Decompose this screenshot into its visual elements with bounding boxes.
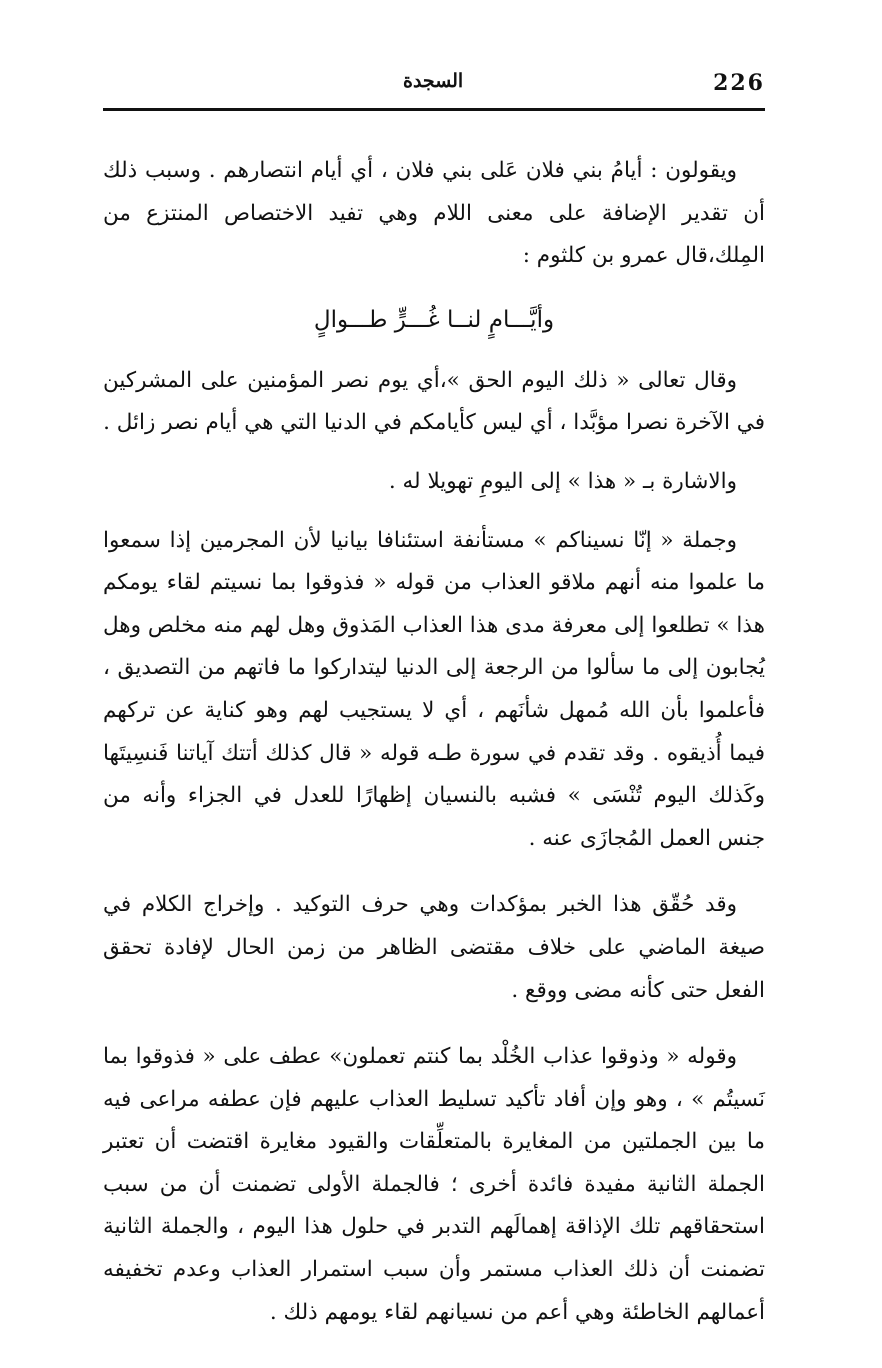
poetry-verse: وأيَّـــامٍ لنــا غُـــرٍّ طـــوالٍ — [313, 306, 555, 333]
paragraph-3: والاشارة بـ « هذا » إلى اليومِ تهويلا له . — [388, 468, 737, 494]
paragraph-1: ويقولون : أيامُ بني فلان عَلى بني فلان ، أي أيام انتصارهم . وسبب ذلك أن تقدير الإضافة على معنى اللام وهي تفيد الاختصاص المنتزع من المِلك،قال عمرو بن كلثوم : — [103, 158, 765, 269]
body-text — [103, 150, 765, 1334]
header-divider — [103, 108, 765, 111]
paragraph-6: وقوله « وذوقوا عذاب الخُلْد بما كنتم تعملون» عطف على « فذوقوا بما نَسيتُم » ، وهو وإن أفاد تأكيد تسليط العذاب عليهم فإن عطفه مراعى فيه ما بين الجملتين من المغايرة بالمتعلِّقات والقيود مغايرة اقتضت أن تعتبر الجملة الثانية مفيدة فائدة أخرى ؛ فالجملة الأولى تضمنت أن من سبب استحقاقهم تلك الإذاقة إهمالَهم التدبر في حلول هذا اليوم ، والجملة الثانية تضمنت أن ذلك العذاب مستمر وأن سبب استمرار العذاب وعدم تخفيفه أعمالهم الخاطئة وهي أعم من نسيانهم لقاء يومهم ذلك . — [103, 1044, 765, 1325]
paragraph-2: وقال تعالى « ذلك اليوم الحق »،أي يوم نصر المؤمنين على المشركين في الآخرة نصرا مؤبَّدا ، أي ليس كأيامكم في الدنيا التي هي أيام نصر زائل . — [103, 367, 765, 436]
page-number: 226 — [713, 70, 765, 96]
page-header — [103, 68, 765, 104]
running-title: السجدة — [403, 70, 464, 92]
paragraph-5: وقد حُقّق هذا الخبر بمؤكدات وهي حرف التوكيد . وإخراج الكلام في صيغة الماضي على خلاف مقتضى الظاهر من زمن الحال لإفادة تحقق الفعل حتى كأنه مضى ووقع . — [103, 892, 765, 1003]
paragraph-4: وجملة « إنّا نسيناكم » مستأنفة استئنافا بيانيا لأن المجرمين إذا سمعوا ما علموا منه أنهم ملاقو العذاب من قوله « فذوقوا بما نسيتم لقاء يومكم هذا » تطلعوا إلى معرفة مدى هذا العذاب المَذوق وهل لهم منه مخلص وهل يُجابون إلى ما سألوا من الرجعة إلى الدنيا ليتداركوا ما فاتهم من التصديق ، فأعلموا بأن الله مُمهل شأنَهم ، أي لا يستجيب لهم وهو كناية عن تركهم فيما أُذيقوه . وقد تقدم في سورة طـه قوله « قال كذلك أتتك آياتنا فَنسِيتَها وكَذلك اليوم تُنْسَى » فشبه بالنسيان إظهارًا للعدل في الجزاء وأنه من جنس العمل المُجازَى عنه . — [103, 527, 765, 851]
